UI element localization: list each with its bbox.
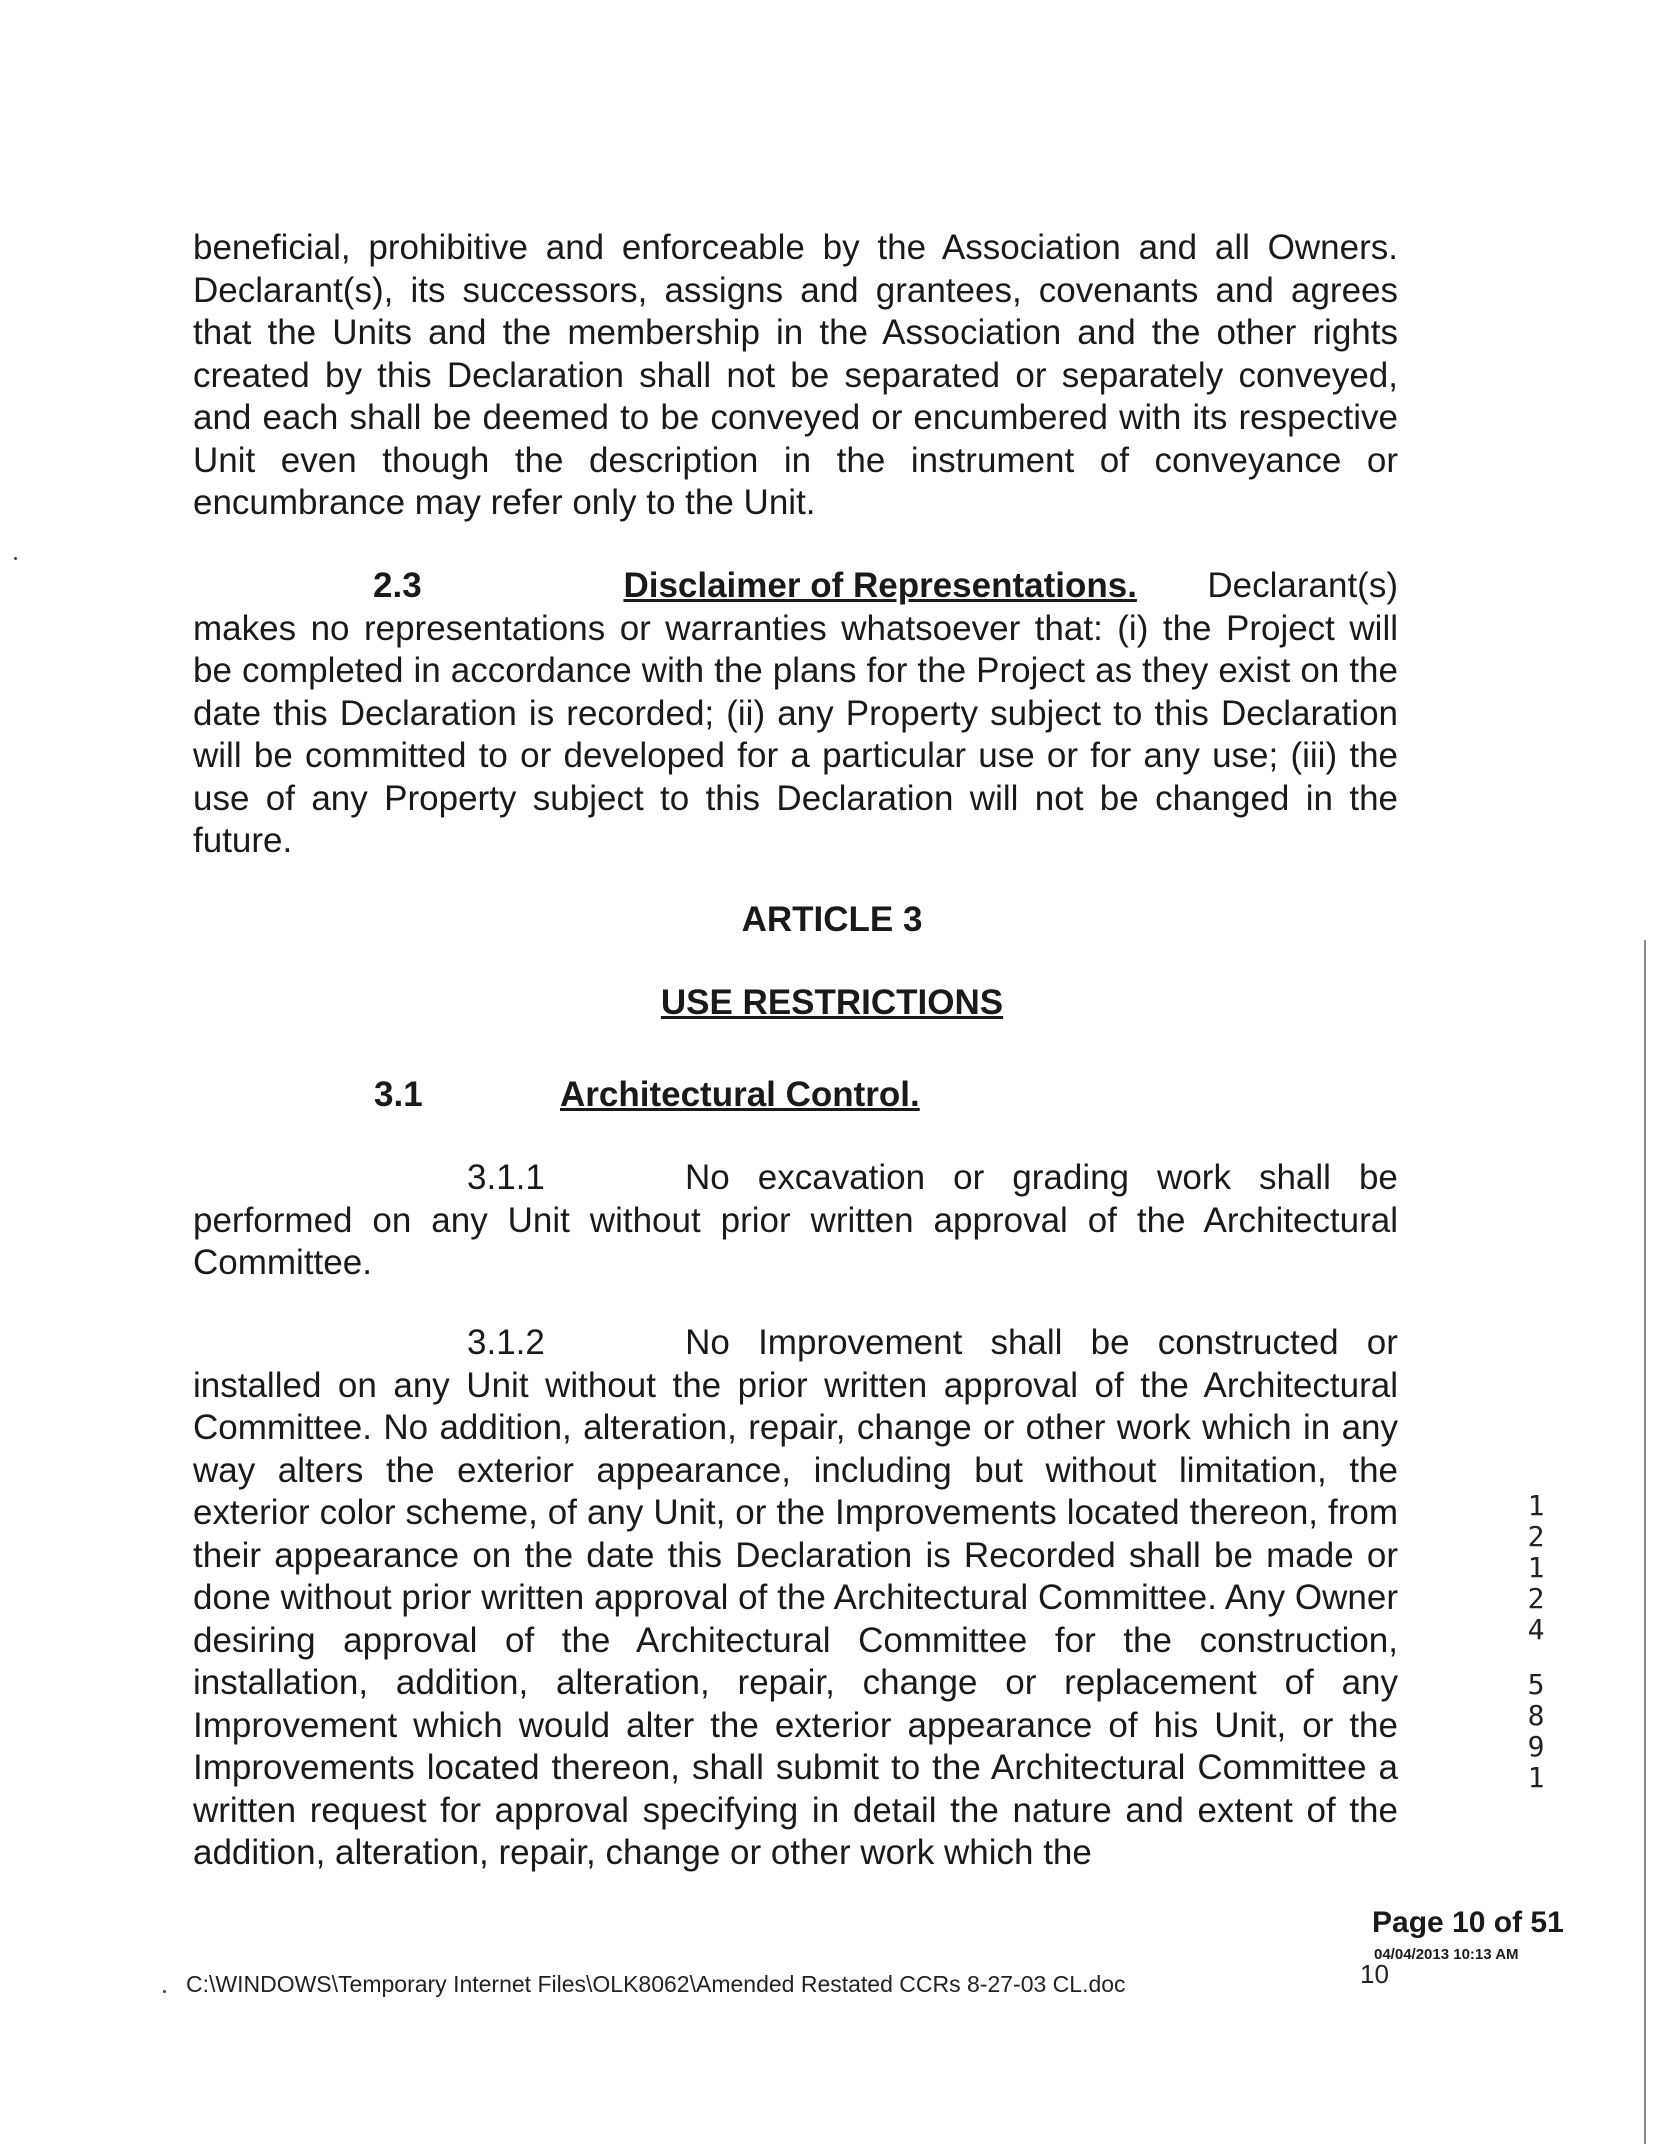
digit: 1 — [1527, 1489, 1545, 1522]
section-2-3-lead: Declarant(s) — [1207, 566, 1398, 605]
section-3-1 — [374, 1075, 920, 1115]
article-subtitle: USE RESTRICTIONS — [660, 983, 1004, 1022]
digit: 5 — [1527, 1668, 1545, 1701]
section-2-3-text: makes no representations or warranties whatsoever that: (i) the Project will be completed in accordance with the plans for the Project as they exist on the date this Declaration is recorded; (ii) any Property subject to this Declaration will be committed to or developed for a particular use or for any use; (iii) the use of any Property subject to this Declaration will not be changed in the future. — [193, 608, 1398, 860]
section-2-3-number: 2.3 — [373, 566, 422, 605]
section-3-1-2-first-line — [193, 1322, 1398, 1365]
digit: 8 — [1527, 1699, 1545, 1732]
page-number-label: Page 10 of 51 — [1372, 1906, 1564, 1939]
section-3-1-1-text: performed on any Unit without prior written approval of the Architectural Committee. — [193, 1200, 1398, 1282]
word: No — [685, 1158, 730, 1197]
digit: 1 — [1527, 1551, 1545, 1584]
word: shall — [1258, 1158, 1331, 1197]
digit-gap — [1522, 1645, 1550, 1669]
scan-speck — [163, 1990, 166, 1993]
digit: 2 — [1527, 1520, 1545, 1553]
word: No — [685, 1323, 730, 1362]
footer-file-path: C:\WINDOWS\Temporary Internet Files\OLK8062\Amended Restated CCRs 8-27-03 CL.doc — [186, 1971, 1126, 1997]
word: excavation — [757, 1158, 926, 1197]
paragraph-continuation: beneficial, prohibitive and enforceable by the Association and all Owners. Declarant(s), its successors, assigns and grantees, covenants and agrees that the Units and the membership in the Association and the other rights created by this Declaration shall not be separated or separately conveyed, and each shall be deemed to be conveyed or encumbered with its respective Unit even though the description in the instrument of conveyance or encumbrance may refer only to the Unit. — [193, 228, 1398, 522]
digit: 4 — [1527, 1613, 1545, 1646]
section-2-3 — [193, 565, 1398, 863]
section-2-3-heading: Disclaimer of Representations. — [623, 566, 1137, 605]
section-3-1-number: 3.1 — [374, 1075, 423, 1114]
section-3-1-heading: Architectural Control. — [560, 1075, 920, 1114]
digit: 1 — [1527, 1761, 1545, 1794]
scan-speck — [14, 557, 17, 560]
section-3-1-2-number: 3.1.2 — [467, 1323, 545, 1362]
digit: 2 — [1527, 1582, 1545, 1615]
scan-edge-line — [1644, 940, 1646, 2144]
word: be — [1358, 1158, 1398, 1197]
section-3-1-1-number: 3.1.1 — [467, 1158, 545, 1197]
word: or — [953, 1158, 985, 1197]
section-3-1-2 — [193, 1322, 1398, 1875]
section-2-3-first-line — [193, 565, 1398, 608]
section-3-1-2-text: installed on any Unit without the prior written approval of the Architectural Committee. No addition, alteration, repair, change or other work which in any way alters the exterior appearance, including but without limitation, the exterior color scheme, of any Unit, or the Improvements located thereon, from their appearance on the date this Declaration is Recorded shall be made or done without prior written approval of the Architectural Committee. Any Owner desiring approval of the Architectural Committee for the construction, installation, addition, alteration, repair, change or replacement of any Improvement which would alter the exterior appearance of his Unit, or the Improvements located thereon, shall submit to the Architectural Committee a written request for approval specifying in detail the nature and extent of the addition, alteration, repair, change or other work which the — [193, 1365, 1398, 1872]
word: be — [1090, 1323, 1130, 1362]
word: shall — [990, 1323, 1063, 1362]
section-3-1-1-first-line — [193, 1157, 1398, 1200]
word: Improvement — [758, 1323, 963, 1362]
article-title: ARTICLE 3 — [741, 900, 923, 939]
margin-recording-number — [1522, 1490, 1550, 1793]
digit: 9 — [1527, 1730, 1545, 1763]
word: or — [1366, 1323, 1398, 1362]
date-stamp: 04/04/2013 10:13 AM — [1374, 1946, 1519, 1963]
word: constructed — [1157, 1323, 1339, 1362]
section-3-1-1 — [193, 1157, 1398, 1285]
footer-page-number: 10 — [1360, 1959, 1389, 1989]
word: grading — [1012, 1158, 1130, 1197]
word: work — [1157, 1158, 1231, 1197]
